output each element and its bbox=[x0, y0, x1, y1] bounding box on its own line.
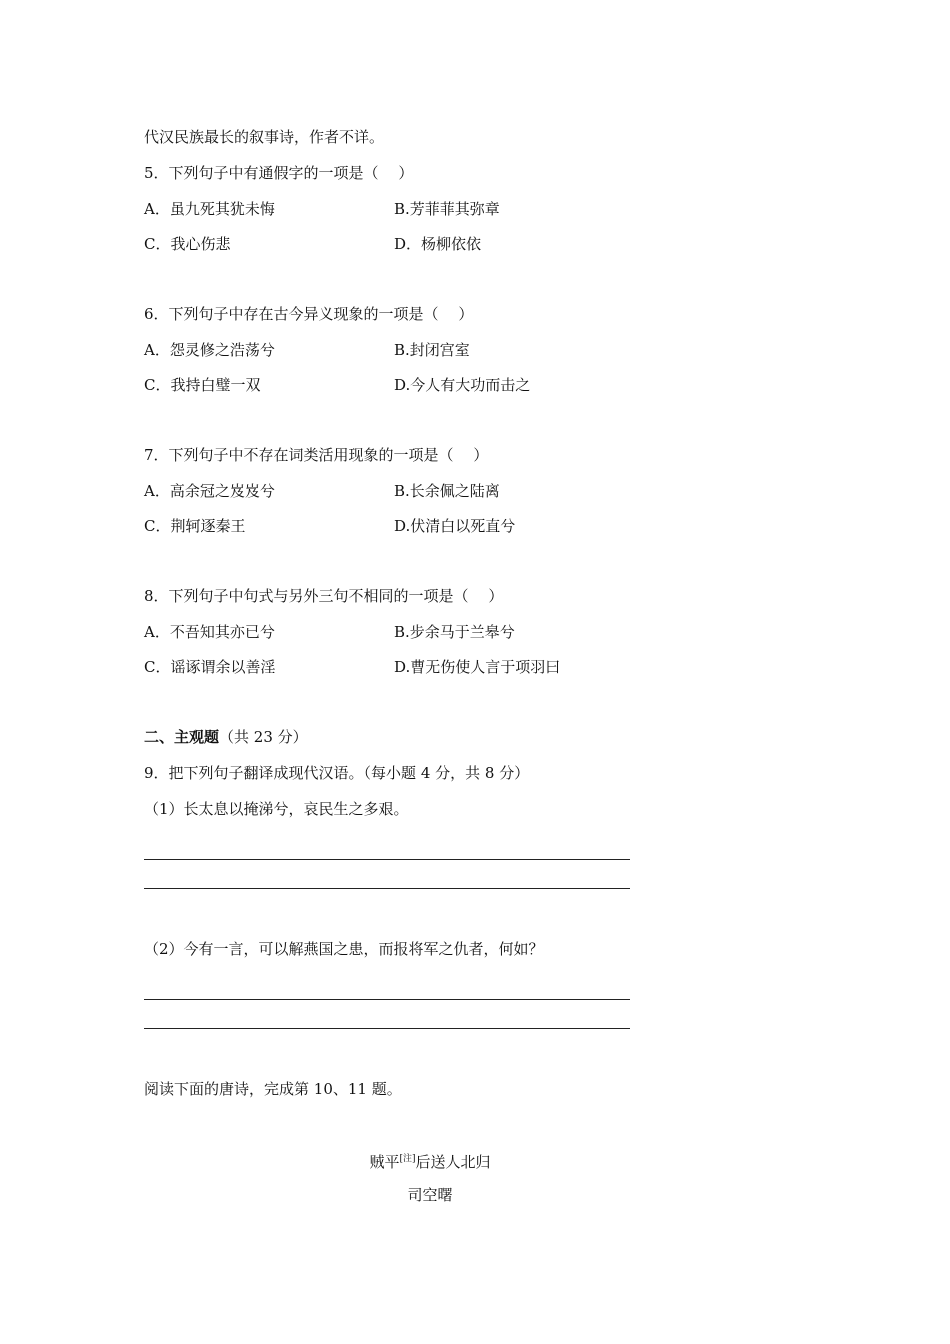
question-8-option-b: B.步余马于兰皋兮 bbox=[394, 623, 515, 641]
question-5-option-d: D．杨柳依依 bbox=[394, 235, 482, 253]
intro-tail-text: 代汉民族最长的叙事诗，作者不详。 bbox=[144, 128, 385, 146]
answer-line bbox=[144, 1028, 630, 1029]
poem-title-post: 后送人北归 bbox=[415, 1153, 491, 1171]
question-8-option-d: D.曹无伤使人言于项羽曰 bbox=[394, 658, 561, 676]
section-2-score: （共 23 分） bbox=[219, 728, 308, 746]
question-7-option-b: B.长余佩之陆离 bbox=[394, 482, 500, 500]
question-7-stem: 7．下列句子中不存在词类活用现象的一项是（ ） bbox=[144, 446, 489, 464]
question-5-option-b: B.芳菲菲其弥章 bbox=[394, 200, 500, 218]
question-9-stem: 9．把下列句子翻译成现代汉语。（每小题 4 分，共 8 分） bbox=[144, 764, 530, 782]
question-8-option-c: C．谣诼谓余以善淫 bbox=[144, 658, 276, 676]
reading-prompt: 阅读下面的唐诗，完成第 10、11 题。 bbox=[144, 1080, 402, 1098]
poem-title-note-marker: [注] bbox=[399, 1154, 416, 1164]
question-7-option-d: D.伏清白以死直兮 bbox=[394, 517, 516, 535]
answer-line bbox=[144, 999, 630, 1000]
answer-line bbox=[144, 859, 630, 860]
question-7-option-a: A．高余冠之岌岌兮 bbox=[144, 482, 275, 500]
question-5-stem: 5．下列句子中有通假字的一项是（ ） bbox=[144, 164, 414, 182]
poem-author: 司空曙 bbox=[407, 1186, 453, 1204]
section-2-heading bbox=[144, 727, 308, 747]
section-2-title: 二、主观题 bbox=[144, 728, 220, 746]
question-5-option-c: C．我心伤悲 bbox=[144, 235, 231, 253]
question-6-option-a: A．怨灵修之浩荡兮 bbox=[144, 341, 275, 359]
answer-line bbox=[144, 888, 630, 889]
question-5-option-a: A．虽九死其犹未悔 bbox=[144, 200, 275, 218]
poem-title bbox=[0, 1149, 860, 1172]
question-6-option-c: C．我持白璧一双 bbox=[144, 376, 261, 394]
poem-title-pre: 贼平 bbox=[369, 1153, 400, 1171]
question-7-option-c: C．荆轲逐秦王 bbox=[144, 517, 246, 535]
question-8-option-a: A．不吾知其亦已兮 bbox=[144, 623, 275, 641]
question-8-stem: 8．下列句子中句式与另外三句不相同的一项是（ ） bbox=[144, 587, 504, 605]
question-9-sub-2: （2）今有一言，可以解燕国之患，而报将军之仇者，何如？ bbox=[144, 940, 544, 958]
question-9-sub-1: （1）长太息以掩涕兮，哀民生之多艰。 bbox=[144, 800, 409, 818]
question-6-stem: 6．下列句子中存在古今异义现象的一项是（ ） bbox=[144, 305, 474, 323]
question-6-option-b: B.封闭宫室 bbox=[394, 341, 470, 359]
question-6-option-d: D.今人有大功而击之 bbox=[394, 376, 531, 394]
